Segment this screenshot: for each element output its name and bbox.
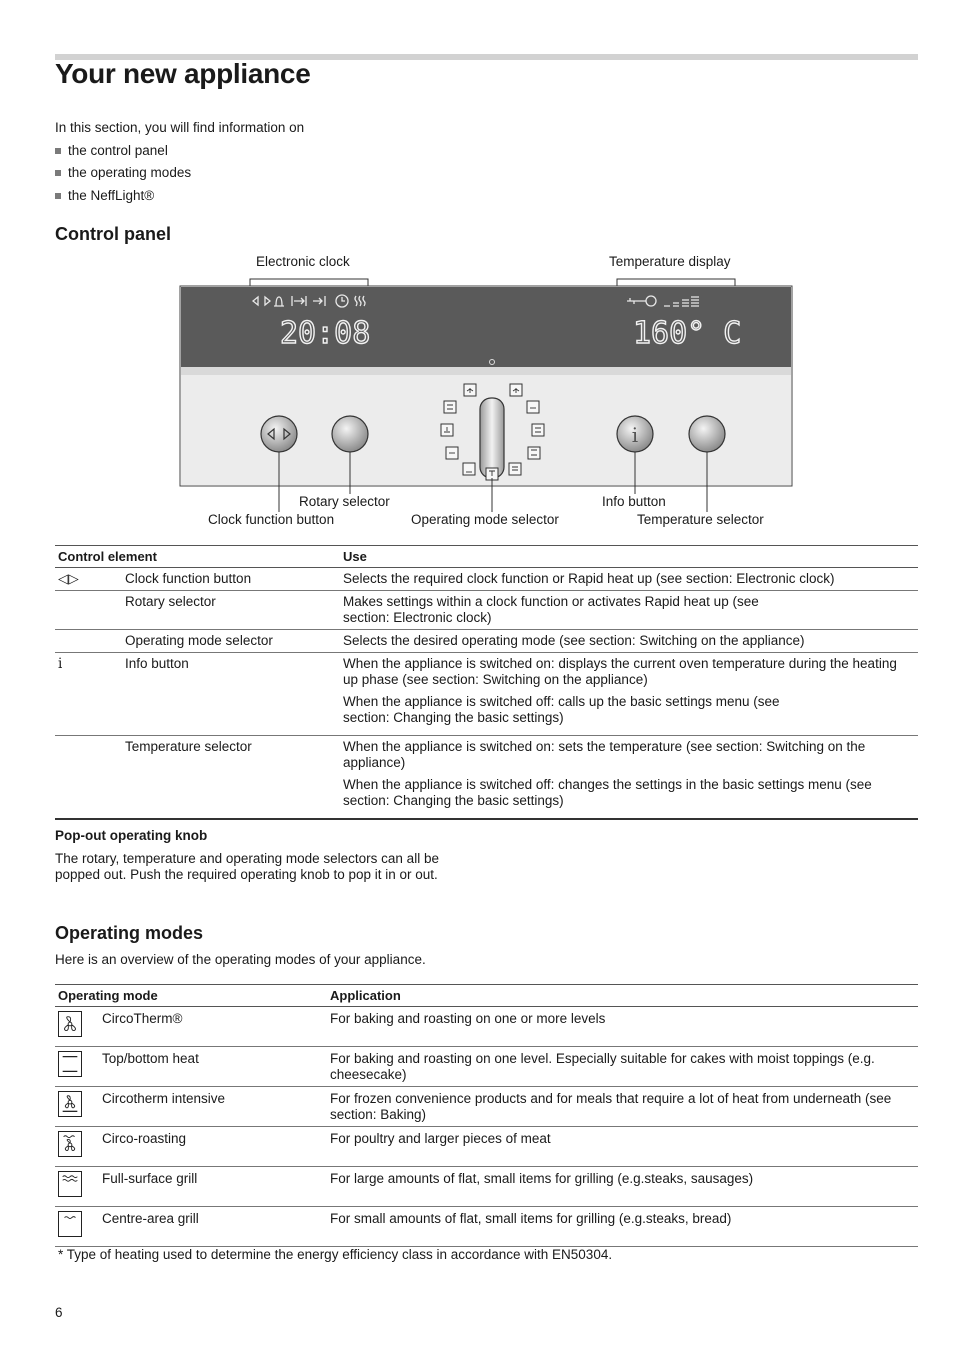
intro-bullet: the control panel (55, 140, 304, 163)
operating-modes-table (55, 984, 918, 1247)
info-icon: i (55, 653, 122, 736)
table-cell: Operating mode selector (122, 630, 340, 653)
label-rotary-selector: Rotary selector (299, 494, 390, 509)
label-electronic-clock: Electronic clock (256, 254, 350, 269)
table-cell (55, 736, 122, 820)
table-cell: Info button (122, 653, 340, 736)
top-bottom-heat-icon (58, 1051, 82, 1077)
popout-text: The rotary, temperature and operating mode selectors can all be popped out. Push the required operating knob to pop it in or out. (55, 851, 439, 882)
table-paragraph: When the appliance is switched on: sets the temperature (see section: Switching on the appliance) (343, 739, 866, 770)
table-row (55, 1087, 918, 1127)
table-row (55, 1127, 918, 1167)
label-info-button: Info button (602, 494, 666, 509)
operating-mode-selector[interactable] (480, 398, 504, 478)
table-cell: Clock function button (122, 568, 340, 591)
control-panel-heading: Control panel (55, 224, 171, 244)
footnote: * Type of heating used to determine the energy efficiency class in accordance with EN50304. (58, 1247, 613, 1262)
table-row (55, 1167, 918, 1207)
table-cell: Rotary selector (122, 591, 340, 630)
table-cell: Selects the required clock function or Rapid heat up (see section: Electronic clock) (340, 568, 918, 591)
table-cell: Makes settings within a clock function or activates Rapid heat up (see section: Electronic clock) (340, 591, 918, 630)
table-cell: Circo-roasting (99, 1127, 327, 1167)
table-cell (55, 591, 122, 630)
table-cell: Selects the desired operating mode (see section: Switching on the appliance) (340, 630, 918, 653)
table-row (55, 630, 918, 653)
circotherm-intensive-icon (58, 1091, 82, 1117)
control-element-table (55, 545, 918, 820)
full-surface-grill-icon (58, 1171, 82, 1197)
intro-bullet: the NeffLight® (55, 185, 304, 208)
temperature-readout: 160° C (633, 316, 742, 351)
table-row (55, 591, 918, 630)
table-cell: For frozen convenience products and for meals that require a lot of heat from underneath (see section: Baking) (327, 1087, 918, 1127)
page-title: Your new appliance (55, 58, 311, 89)
table-cell (55, 630, 122, 653)
table-header: Use (340, 546, 918, 568)
table-paragraph: When the appliance is switched off: calls up the basic settings menu (see section: Changing the basic settings) (343, 694, 780, 725)
intro-lead: In this section, you will find information on (55, 120, 305, 135)
table-cell (340, 653, 918, 736)
table-cell: CircoTherm® (99, 1007, 327, 1047)
table-row (55, 1047, 918, 1087)
label-clock-function-button: Clock function button (208, 512, 335, 527)
clock-function-icon: ◁▷ (55, 568, 122, 591)
table-cell: For small amounts of flat, small items for grilling (e.g.steaks, bread) (327, 1207, 918, 1247)
control-panel-diagram (0, 0, 954, 540)
table-cell: For baking and roasting on one level. Especially suitable for cakes with moist toppings (e.g. cheesecake) (327, 1047, 918, 1087)
label-operating-mode-selector: Operating mode selector (411, 512, 559, 527)
table-cell: Centre-area grill (99, 1207, 327, 1247)
table-cell: Circotherm intensive (99, 1087, 327, 1127)
table-cell (340, 736, 918, 820)
label-temperature-display: Temperature display (609, 254, 731, 269)
page-number: 6 (55, 1305, 63, 1320)
table-cell: For large amounts of flat, small items for grilling (e.g.steaks, sausages) (327, 1167, 918, 1207)
operating-modes-heading: Operating modes (55, 923, 204, 943)
popout-heading: Pop-out operating knob (55, 828, 208, 843)
table-row (55, 568, 918, 591)
table-row (55, 1207, 918, 1247)
table-cell: For poultry and larger pieces of meat (327, 1127, 918, 1167)
table-header: Application (327, 985, 918, 1007)
temperature-selector[interactable] (689, 416, 725, 452)
table-cell: For baking and roasting on one or more levels (327, 1007, 918, 1047)
table-cell: Top/bottom heat (99, 1047, 327, 1087)
table-cell: Temperature selector (122, 736, 340, 820)
label-temperature-selector: Temperature selector (637, 512, 764, 527)
table-row (55, 653, 918, 736)
clock-function-button[interactable] (261, 416, 297, 452)
operating-modes-intro: Here is an overview of the operating modes of your appliance. (55, 952, 426, 967)
table-cell: Full-surface grill (99, 1167, 327, 1207)
table-row (55, 736, 918, 820)
table-row (55, 1007, 918, 1047)
clock-readout: 20:08 (280, 316, 371, 351)
table-header: Operating mode (55, 985, 327, 1007)
table-paragraph: When the appliance is switched off: changes the settings in the basic settings menu (see section: Changing the basic settings) (343, 777, 872, 808)
circo-roasting-icon (58, 1131, 82, 1157)
table-header: Control element (55, 546, 340, 568)
table-paragraph: When the appliance is switched on: displays the current oven temperature during the heating up phase (see section: Switching on the appliance) (343, 656, 897, 687)
rotary-selector[interactable] (332, 416, 368, 452)
intro-bullet: the operating modes (55, 162, 304, 185)
circotherm-icon (58, 1011, 82, 1037)
info-icon: i (631, 423, 639, 447)
centre-area-grill-icon (58, 1211, 82, 1237)
